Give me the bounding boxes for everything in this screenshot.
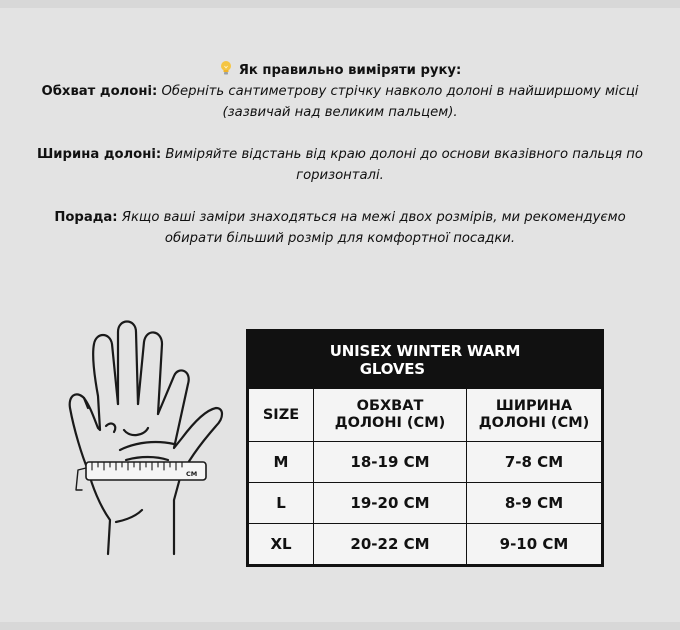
- palm-width-paragraph: [10, 144, 670, 186]
- size-cell: XL: [248, 524, 314, 566]
- table-header-row: [248, 389, 603, 442]
- table-title: [248, 331, 603, 389]
- size-cell: L: [248, 483, 314, 524]
- table-title-line1: UNISEX WINTER WARM: [329, 342, 521, 360]
- size-column-header: SIZE: [248, 389, 314, 442]
- size-cell: M: [248, 442, 314, 483]
- lightbulb-icon: [219, 60, 233, 76]
- palm-width-text-line2: горизонталі.: [296, 168, 384, 183]
- girth-column-header: ОБХВАТ ДОЛОНІ (СМ): [314, 389, 467, 442]
- tip-text-line1: Якщо ваші заміри знаходяться на межі двох розмірів, ми рекомендуємо: [121, 210, 626, 225]
- table-row: [248, 483, 603, 524]
- girth-cell: 19-20 СМ: [314, 483, 467, 524]
- tip-paragraph: [10, 207, 670, 249]
- measuring-tape-icon: [76, 462, 206, 490]
- palm-width-text-line1: Виміряйте відстань від краю долоні до основи вказівного пальця по: [165, 147, 643, 162]
- width-cell: 7-8 СМ: [467, 442, 603, 483]
- palm-girth-paragraph: [10, 81, 670, 123]
- size-table: [246, 329, 604, 567]
- palm-girth-text-line2: (зазвичай над великим пальцем).: [222, 105, 458, 120]
- heading-text: Як правильно виміряти руку:: [238, 63, 462, 78]
- tip-text-line2: обирати більший розмір для комфортної посадки.: [164, 231, 516, 246]
- table-row: [248, 442, 603, 483]
- palm-girth-label: Обхват долоні:: [41, 84, 158, 99]
- table-title-line2: GLOVES: [359, 360, 425, 378]
- width-column-header: ШИРИНА ДОЛОНІ (СМ): [467, 389, 603, 442]
- hand-outline-icon: [70, 322, 222, 555]
- tape-unit-label: CM: [186, 470, 198, 478]
- table-row: [248, 524, 603, 566]
- measurement-instructions: [0, 60, 680, 249]
- girth-cell: 20-22 СМ: [314, 524, 467, 566]
- instructions-heading: [0, 60, 680, 81]
- girth-cell: 18-19 СМ: [314, 442, 467, 483]
- width-cell: 9-10 СМ: [467, 524, 603, 566]
- palm-girth-text-line1: Оберніть сантиметрову стрічку навколо долоні в найширшому місці: [161, 84, 639, 99]
- hand-measurement-illustration: [56, 310, 236, 572]
- tip-label: Порада:: [54, 210, 118, 225]
- palm-width-label: Ширина долоні:: [37, 147, 162, 162]
- width-cell: 8-9 СМ: [467, 483, 603, 524]
